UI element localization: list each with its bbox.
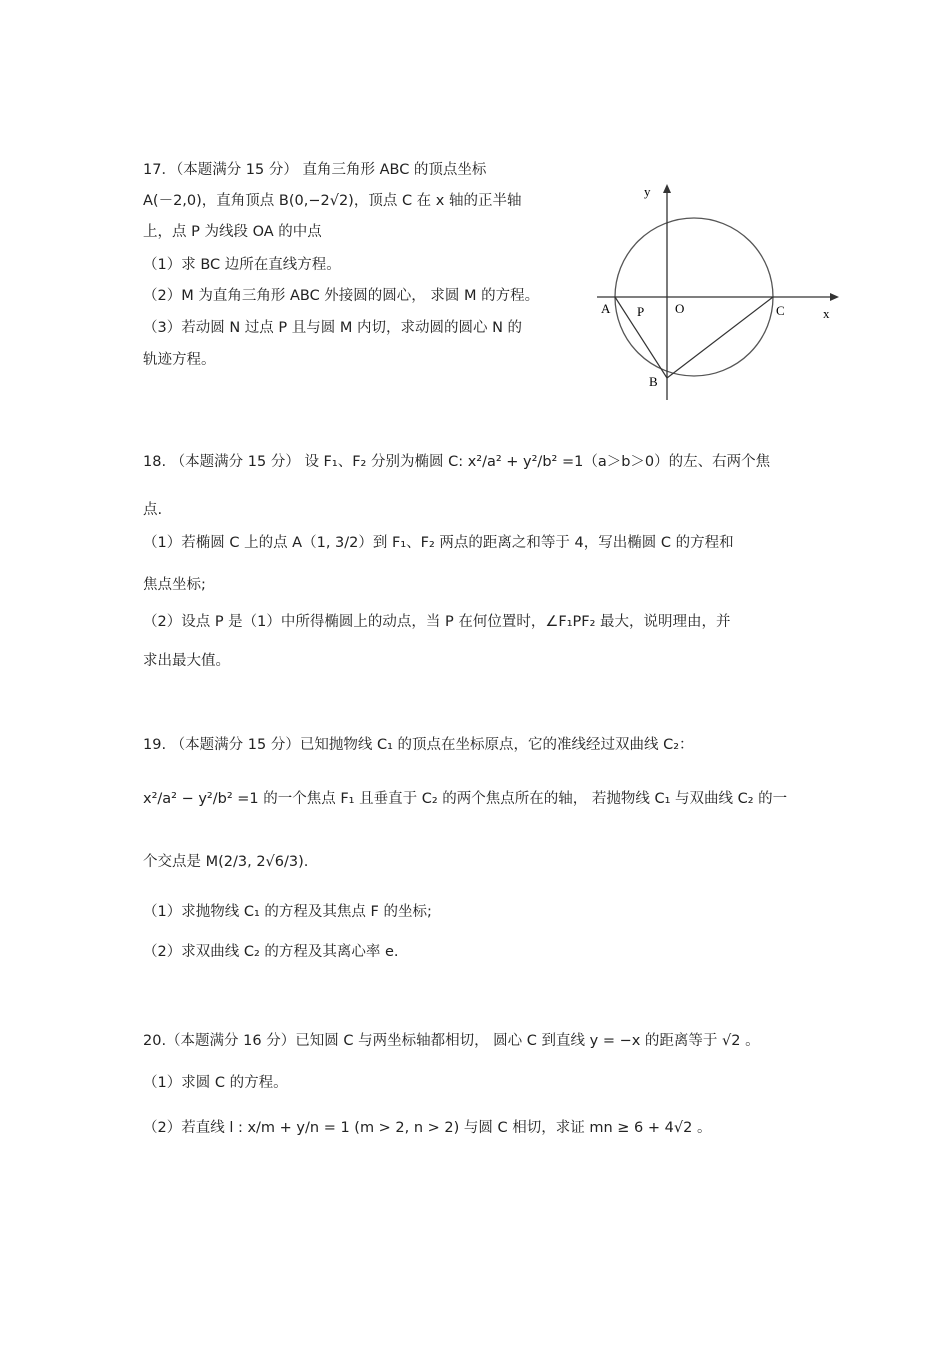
p18-line-4: 焦点坐标; [143, 577, 206, 593]
p17-line-2: A(－2,0)，直角顶点 B(0,−2√2)，顶点 C 在 x 轴的正半轴 [143, 193, 522, 209]
label-B: B [649, 374, 658, 389]
p19-line-1: 19. （本题满分 15 分）已知抛物线 C₁ 的顶点在坐标原点，它的准线经过双曲线 C₂： [143, 737, 694, 753]
label-y: y [644, 184, 651, 199]
p19-line-3: 个交点是 M(2/3, 2√6/3). [143, 854, 309, 870]
label-O: O [675, 301, 685, 316]
p18-line-2: 点. [143, 502, 163, 518]
label-C: C [776, 303, 785, 318]
p17-line-6: （3）若动圆 N 过点 P 且与圆 M 内切，求动圆的圆心 N 的 [143, 320, 523, 336]
x-axis-arrow [830, 293, 839, 301]
label-x: x [823, 306, 830, 321]
p19-line-5: （2）求双曲线 C₂ 的方程及其离心率 e. [143, 944, 399, 960]
p18-line-3: （1）若椭圆 C 上的点 A（1, 3/2）到 F₁、F₂ 两点的距离之和等于 4，写出椭圆 C 的方程和 [143, 535, 734, 551]
label-P: P [637, 304, 645, 319]
triangle-circle-figure [592, 178, 852, 403]
p17-line-1: 17．（本题满分 15 分） 直角三角形 ABC 的顶点坐标 [143, 162, 487, 178]
p17-line-7: 轨迹方程。 [143, 352, 216, 368]
y-axis-arrow [663, 184, 671, 193]
p17-line-5: （2）M 为直角三角形 ABC 外接圆的圆心， 求圆 M 的方程。 [143, 288, 540, 304]
p20-line-1: 20.（本题满分 16 分）已知圆 C 与两坐标轴都相切， 圆心 C 到直线 y = −x 的距离等于 √2 。 [143, 1033, 760, 1049]
p19-line-2: x²/a² − y²/b² =1 的一个焦点 F₁ 且垂直于 C₂ 的两个焦点所在的轴， 若抛物线 C₁ 与双曲线 C₂ 的一 [143, 791, 788, 807]
p18-line-5: （2）设点 P 是（1）中所得椭圆上的动点，当 P 在何位置时，∠F₁PF₂ 最大，说明理由，并 [143, 614, 731, 630]
label-A: A [601, 301, 611, 316]
p20-line-3: （2）若直线 l : x/m + y/n = 1 (m > 2, n > 2) 与圆 C 相切，求证 mn ≥ 6 + 4√2 。 [143, 1120, 712, 1136]
p18-line-1: 18. （本题满分 15 分） 设 F₁、F₂ 分别为椭圆 C: x²/a² + y²/b² =1（a＞b＞0）的左、右两个焦 [143, 454, 771, 470]
p19-line-4: （1）求抛物线 C₁ 的方程及其焦点 F 的坐标; [143, 904, 432, 920]
p17-line-4: （1）求 BC 边所在直线方程。 [143, 257, 341, 273]
p18-line-6: 求出最大值。 [143, 653, 230, 669]
p20-line-2: （1）求圆 C 的方程。 [143, 1075, 288, 1091]
p17-line-3: 上，点 P 为线段 OA 的中点 [143, 224, 322, 240]
